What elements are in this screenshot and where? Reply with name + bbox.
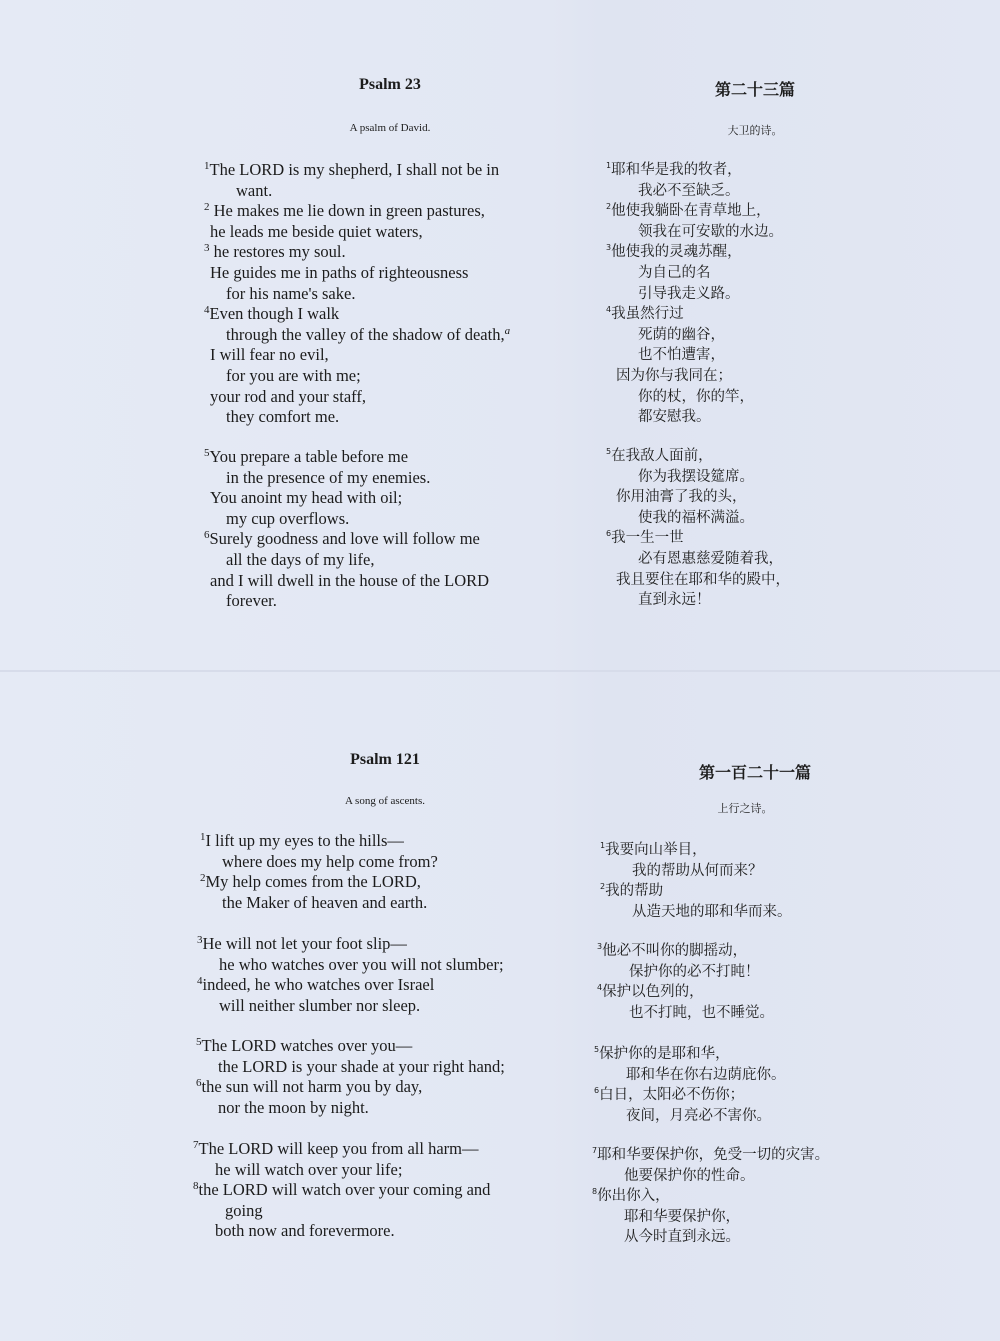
verse-line [193, 1221, 490, 1242]
verse-text: 你为我摆设筵席。 [638, 468, 754, 485]
verse-text: 使我的福杯满溢。 [638, 509, 754, 526]
verse-text: 我要向山举目， [605, 842, 707, 858]
verse-line [592, 1166, 829, 1187]
verse-text: 耶和华要保护你，免受一切的灾害。 [597, 1147, 830, 1163]
verse-number: 8 [193, 1180, 199, 1193]
verse-number: 5 [606, 447, 612, 456]
verse-text: the LORD will watch over your coming and [198, 1180, 491, 1200]
verse-text: 领我在可安歇的水边。 [638, 223, 783, 240]
psalm121-en-stanza-4 [193, 1139, 490, 1242]
verse-line [204, 468, 489, 489]
verse-number: 1 [200, 831, 206, 843]
verse-text: 从今时直到永远。 [624, 1229, 740, 1246]
verse-text: You anoint my head with oil; [210, 488, 403, 508]
verse-line [204, 550, 489, 571]
footnote-marker: a [504, 324, 511, 337]
verse-line [606, 263, 783, 284]
psalm121-subtitle: A song of ascents. [344, 795, 426, 807]
verse-line [600, 840, 792, 861]
verse-line [606, 242, 783, 263]
verse-number: 2 [204, 201, 210, 214]
verse-text: 我且要住在耶和华的殿中， [616, 571, 790, 588]
verse-text: 必有恩惠慈爱随着我， [638, 550, 783, 567]
psalm121-title: Psalm 121 [350, 751, 420, 768]
verse-text: 保护以色列的， [602, 984, 704, 1001]
verse-text: 你的杖，你的竿， [638, 388, 754, 405]
verse-line [597, 941, 774, 962]
verse-text: they comfort me. [226, 407, 340, 427]
verse-number: 1 [606, 161, 612, 170]
verse-number: 3 [597, 942, 603, 951]
verse-text: 他要保护你的性命。 [624, 1167, 755, 1184]
psalm121-en-stanza-3 [196, 1036, 505, 1118]
verse-line [594, 1065, 786, 1086]
psalm121-zh-stanza-1 [600, 840, 792, 922]
verse-number: 4 [197, 975, 203, 988]
verse-text: 引导我走义路。 [638, 285, 740, 302]
psalm121-chinese-title: 第一百二十一篇 [698, 765, 811, 782]
verse-text: 在我敌人面前， [611, 448, 713, 464]
verse-number: 6 [204, 529, 210, 542]
verse-number: 6 [196, 1077, 202, 1090]
psalm23-chinese-subtitle: 大卫的诗。 [727, 125, 783, 137]
verse-text: 耶和华是我的牧者， [611, 162, 742, 178]
verse-line [606, 467, 790, 488]
verse-line [592, 1186, 829, 1207]
verse-text: 我必不至缺乏。 [638, 182, 740, 199]
verse-line [600, 902, 792, 923]
verse-line [597, 982, 774, 1003]
verse-line [606, 345, 783, 366]
verse-text: 为自己的名 [638, 264, 711, 281]
verse-line [592, 1207, 829, 1228]
verse-number: 2 [600, 882, 606, 892]
verse-line [204, 222, 510, 243]
verse-text: 我一生一世 [611, 530, 684, 547]
verse-text: the sun will not harm you by day, [201, 1077, 423, 1097]
verse-number: 1 [600, 841, 606, 850]
verse-line [592, 1145, 829, 1166]
verse-line [193, 1201, 490, 1222]
verse-text: my cup overflows. [226, 508, 350, 528]
verse-line [204, 284, 510, 305]
verse-text: 也不打盹，也不睡觉。 [629, 1004, 774, 1021]
psalm121-en-stanza-1 [200, 831, 438, 913]
verse-line [204, 447, 489, 468]
verse-line [592, 1227, 829, 1248]
verse-line [204, 387, 510, 408]
verse-text: indeed, he who watches over Israel [202, 975, 435, 995]
psalm23-subtitle: A psalm of David. [349, 122, 431, 134]
verse-text: He will not let your foot slip— [202, 934, 407, 953]
verse-line [594, 1106, 786, 1127]
verse-line [594, 1085, 786, 1106]
verse-line [597, 1003, 774, 1024]
psalm23-zh-stanza-2 [606, 446, 790, 611]
verse-text: he restores my soul. [209, 242, 346, 262]
verse-text: He makes me lie down in green pastures, [209, 201, 485, 221]
verse-line [197, 955, 504, 976]
verse-text: your rod and your staff, [210, 386, 366, 406]
verse-number: 4 [204, 304, 210, 317]
verse-line [606, 487, 790, 508]
verse-text: I will fear no evil, [210, 345, 329, 365]
verse-line [606, 508, 790, 529]
verse-number: 7 [592, 1146, 598, 1155]
verse-line [204, 263, 510, 284]
verse-line [204, 591, 489, 612]
verse-line [606, 284, 783, 305]
psalm121-en-stanza-2 [197, 934, 504, 1016]
verse-number: 5 [196, 1036, 202, 1048]
verse-line [196, 1057, 505, 1078]
psalm121-zh-stanza-2 [597, 941, 774, 1023]
verse-line [204, 160, 510, 181]
verse-text: for you are with me; [226, 365, 361, 385]
verse-number: 3 [204, 242, 210, 255]
verse-line [606, 325, 783, 346]
verse-line [204, 345, 510, 366]
verse-text: He guides me in paths of righteousness [210, 262, 469, 282]
verse-number: 6 [594, 1086, 600, 1096]
verse-line [606, 528, 790, 549]
psalm23-en-stanza-1 [204, 160, 510, 428]
verse-line [204, 181, 510, 202]
verse-line [197, 934, 504, 955]
verse-text: 保护你的必不打盹！ [629, 963, 760, 980]
verse-text: 从造天地的耶和华而来。 [632, 903, 792, 920]
verse-line [606, 304, 783, 325]
verse-line [196, 1077, 505, 1098]
verse-text: 他必不叫你的脚摇动， [602, 943, 748, 959]
verse-text: 保护你的是耶和华， [599, 1046, 730, 1062]
verse-line [204, 304, 510, 325]
verse-text: for his name's sake. [226, 283, 356, 303]
verse-line [204, 366, 510, 387]
verse-line [597, 962, 774, 983]
verse-text: Surely goodness and love will follow me [209, 529, 480, 549]
verse-number: 5 [204, 447, 210, 459]
verse-text: through the valley of the shadow of death, [226, 324, 505, 344]
verse-text: he who watches over you will not slumber; [219, 954, 504, 974]
verse-text: 我的帮助 [605, 883, 664, 900]
verse-line [600, 861, 792, 882]
verse-text: want. [236, 180, 273, 200]
verse-text: Even though I walk [209, 304, 340, 324]
page-fold-line [0, 670, 1000, 672]
verse-text: 夜间，月亮必不害你。 [626, 1107, 771, 1124]
verse-text: will neither slumber nor sleep. [219, 995, 421, 1015]
verse-line [606, 407, 783, 428]
verse-line [204, 201, 510, 222]
verse-number: 8 [592, 1187, 598, 1197]
verse-number: 6 [606, 529, 612, 539]
verse-text: 直到永远！ [638, 592, 711, 609]
verse-text: 他使我躺卧在青草地上， [611, 203, 771, 220]
verse-number: 1 [204, 160, 210, 172]
verse-line [606, 366, 783, 387]
verse-line [200, 831, 438, 852]
verse-line [193, 1160, 490, 1181]
verse-text: 你出你入， [597, 1188, 670, 1205]
psalm121-zh-stanza-3 [594, 1044, 786, 1126]
verse-number: 3 [197, 934, 203, 946]
verse-text: The LORD watches over you— [201, 1036, 413, 1055]
verse-line [606, 570, 790, 591]
verse-text: 你用油膏了我的头， [616, 489, 747, 506]
verse-line [197, 975, 504, 996]
verse-text: 也不怕遭害， [638, 347, 725, 364]
verse-number: 3 [606, 243, 612, 253]
verse-line [200, 852, 438, 873]
verse-text: he will watch over your life; [215, 1159, 403, 1179]
verse-line [193, 1180, 490, 1201]
verse-text: The LORD is my shepherd, I shall not be in [209, 160, 500, 179]
verse-text: and I will dwell in the house of the LORD [210, 570, 490, 590]
psalm23-zh-stanza-1 [606, 160, 783, 428]
verse-number: 2 [200, 872, 206, 885]
verse-line [606, 181, 783, 202]
verse-line [197, 996, 504, 1017]
verse-line [196, 1098, 505, 1119]
verse-text: 死荫的幽谷， [638, 326, 725, 343]
verse-text: forever. [226, 591, 277, 611]
verse-line [204, 242, 510, 263]
verse-number: 7 [193, 1139, 199, 1151]
verse-text: You prepare a table before me [209, 447, 409, 466]
verse-line [606, 549, 790, 570]
verse-number: 4 [597, 983, 603, 993]
psalm121-chinese-subtitle: 上行之诗。 [717, 803, 773, 815]
verse-text: going [225, 1200, 263, 1220]
verse-text: the LORD is your shade at your right hand; [218, 1056, 505, 1076]
psalm121-zh-stanza-4 [592, 1145, 829, 1248]
verse-line [204, 509, 489, 530]
verse-text: 耶和华在你右边荫庇你。 [626, 1066, 786, 1083]
verse-text: 我的帮助从何而来？ [632, 862, 763, 879]
psalm23-en-stanza-2 [204, 447, 489, 612]
verse-number: 2 [606, 202, 612, 212]
verse-line [200, 893, 438, 914]
psalm23-chinese-title: 第二十三篇 [714, 82, 795, 99]
verse-line [204, 407, 510, 428]
verse-text: nor the moon by night. [218, 1097, 369, 1117]
verse-text: the Maker of heaven and earth. [222, 892, 428, 912]
verse-text: in the presence of my enemies. [226, 467, 431, 487]
verse-line [606, 446, 790, 467]
verse-text: both now and forevermore. [215, 1221, 395, 1241]
verse-line [606, 222, 783, 243]
verse-text: 因为你与我同在； [616, 367, 732, 384]
verse-number: 4 [606, 305, 612, 315]
verse-line [606, 201, 783, 222]
verse-line [594, 1044, 786, 1065]
verse-text: 他使我的灵魂苏醒， [611, 244, 742, 261]
verse-text: 耶和华要保护你， [624, 1208, 740, 1225]
verse-text: I lift up my eyes to the hills— [205, 831, 404, 850]
verse-line [204, 325, 510, 346]
psalm23-title: Psalm 23 [359, 76, 421, 93]
verse-text: all the days of my life, [226, 549, 375, 569]
verse-text: he leads me beside quiet waters, [210, 221, 423, 241]
verse-line [196, 1036, 505, 1057]
verse-text: The LORD will keep you from all harm— [198, 1139, 479, 1158]
verse-line [193, 1139, 490, 1160]
verse-text: 我虽然行过 [611, 306, 684, 323]
verse-text: 都安慰我。 [638, 409, 711, 426]
verse-line [606, 590, 790, 611]
verse-line [204, 529, 489, 550]
verse-line [204, 488, 489, 509]
verse-line [606, 387, 783, 408]
verse-line [606, 160, 783, 181]
verse-text: My help comes from the LORD, [205, 872, 421, 892]
verse-line [200, 872, 438, 893]
verse-line [600, 881, 792, 902]
verse-text: 白日，太阳必不伤你； [599, 1087, 745, 1104]
verse-number: 5 [594, 1045, 600, 1054]
verse-line [204, 571, 489, 592]
verse-text: where does my help come from? [222, 851, 438, 871]
